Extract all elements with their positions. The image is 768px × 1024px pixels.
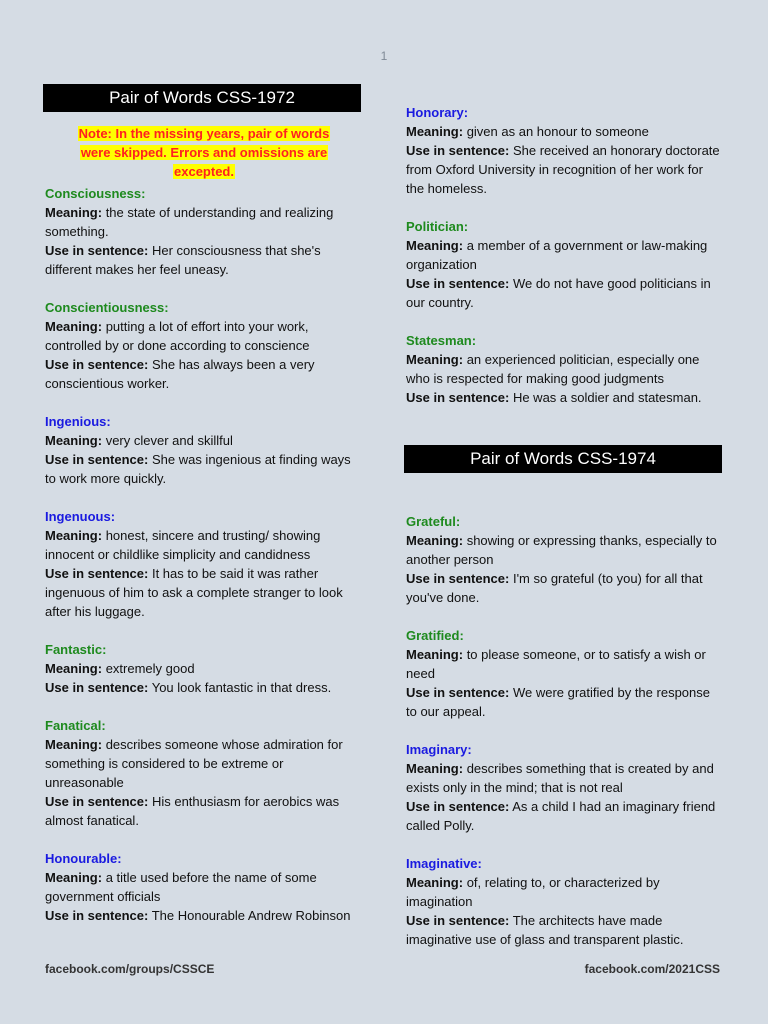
- entry-sentence: Use in sentence: The architects have made imaginative use of glass and transparent plastic.: [406, 913, 684, 947]
- word-entry: [45, 298, 363, 393]
- entry-meaning: Meaning: a title used before the name of some government officials: [45, 870, 317, 904]
- word-entry: [45, 640, 363, 697]
- word-entry: [45, 412, 363, 488]
- entry-sentence: Use in sentence: She was ingenious at finding ways to work more quickly.: [45, 452, 351, 486]
- entry-meaning: Meaning: the state of understanding and realizing something.: [45, 205, 334, 239]
- entry-meaning: Meaning: putting a lot of effort into your work, controlled by or done according to conscience: [45, 319, 310, 353]
- word-entry: [45, 849, 363, 925]
- entry-word: Fantastic:: [45, 642, 107, 657]
- entry-meaning: Meaning: very clever and skillful: [45, 433, 233, 448]
- word-entry: [406, 331, 724, 407]
- entry-word: Statesman:: [406, 333, 477, 348]
- word-entry: [45, 184, 363, 279]
- entry-word: Ingenious:: [45, 414, 111, 429]
- entry-sentence: Use in sentence: It has to be said it was rather ingenuous of him to ask a complete stranger to look after his luggage.: [45, 566, 343, 619]
- entry-meaning: Meaning: extremely good: [45, 661, 195, 676]
- entry-meaning: Meaning: honest, sincere and trusting/ showing innocent or childlike simplicity and candidness: [45, 528, 321, 562]
- entry-word: Imaginative:: [406, 856, 482, 871]
- entry-sentence: Use in sentence: I'm so grateful (to you) for all that you've done.: [406, 571, 703, 605]
- word-entry: [406, 854, 724, 949]
- entry-sentence: Use in sentence: We do not have good politicians in our country.: [406, 276, 711, 310]
- left-column: [45, 84, 363, 925]
- note-line-1: Note: In the missing years, pair of words: [78, 126, 330, 141]
- entry-meaning: Meaning: an experienced politician, especially one who is respected for making good judgments: [406, 352, 700, 386]
- entry-sentence: Use in sentence: She received an honorary doctorate from Oxford University in recognition of her work for the homeless.: [406, 143, 720, 196]
- entry-meaning: Meaning: to please someone, or to satisfy a wish or need: [406, 647, 706, 681]
- entry-sentence: Use in sentence: She has always been a very conscientious worker.: [45, 357, 315, 391]
- entry-meaning: Meaning: describes someone whose admiration for something is considered to be extreme or unreasonable: [45, 737, 343, 790]
- entry-word: Politician:: [406, 219, 469, 234]
- word-entry: [45, 507, 363, 621]
- note-line-3: excepted.: [174, 164, 234, 179]
- footer-link-groups[interactable]: facebook.com/groups/CSSCE: [45, 962, 215, 976]
- page-number: 1: [380, 49, 388, 63]
- entry-sentence: Use in sentence: As a child I had an imaginary friend called Polly.: [406, 799, 716, 833]
- word-entry: [406, 217, 724, 312]
- entry-word: Honorary:: [406, 105, 469, 120]
- entry-sentence: Use in sentence: His enthusiasm for aerobics was almost fanatical.: [45, 794, 340, 828]
- entry-word: Ingenuous:: [45, 509, 116, 524]
- right-column: [406, 103, 724, 949]
- word-entry: [406, 103, 724, 198]
- entry-meaning: Meaning: given as an honour to someone: [406, 124, 649, 139]
- word-entry: [406, 740, 724, 835]
- entry-meaning: Meaning: describes something that is created by and exists only in the mind; that is not real: [406, 761, 714, 795]
- entry-meaning: Meaning: of, relating to, or characterized by imagination: [406, 875, 660, 909]
- entry-meaning: Meaning: a member of a government or law-making organization: [406, 238, 708, 272]
- entry-sentence: Use in sentence: Her consciousness that she's different makes her feel uneasy.: [45, 243, 321, 277]
- word-entry: [406, 626, 724, 721]
- entry-sentence: Use in sentence: You look fantastic in that dress.: [45, 680, 332, 695]
- note-line-2: were skipped. Errors and omissions are: [80, 145, 328, 160]
- word-entry: [45, 716, 363, 830]
- entry-sentence: Use in sentence: He was a soldier and statesman.: [406, 390, 702, 405]
- entry-word: Consciousness:: [45, 186, 146, 201]
- entry-word: Grateful:: [406, 514, 461, 529]
- section-banner-1972: Pair of Words CSS-1972: [43, 84, 361, 112]
- word-entry: [406, 512, 724, 607]
- entry-word: Fanatical:: [45, 718, 106, 733]
- note: [45, 124, 363, 181]
- entry-sentence: Use in sentence: We were gratified by the response to our appeal.: [406, 685, 710, 719]
- entry-sentence: Use in sentence: The Honourable Andrew Robinson: [45, 908, 351, 923]
- entry-word: Gratified:: [406, 628, 464, 643]
- entry-meaning: Meaning: showing or expressing thanks, especially to another person: [406, 533, 717, 567]
- entry-word: Honourable:: [45, 851, 122, 866]
- section-banner-1974: Pair of Words CSS-1974: [404, 445, 722, 473]
- footer-link-page[interactable]: facebook.com/2021CSS: [584, 962, 720, 976]
- entry-word: Imaginary:: [406, 742, 472, 757]
- entry-word: Conscientiousness:: [45, 300, 169, 315]
